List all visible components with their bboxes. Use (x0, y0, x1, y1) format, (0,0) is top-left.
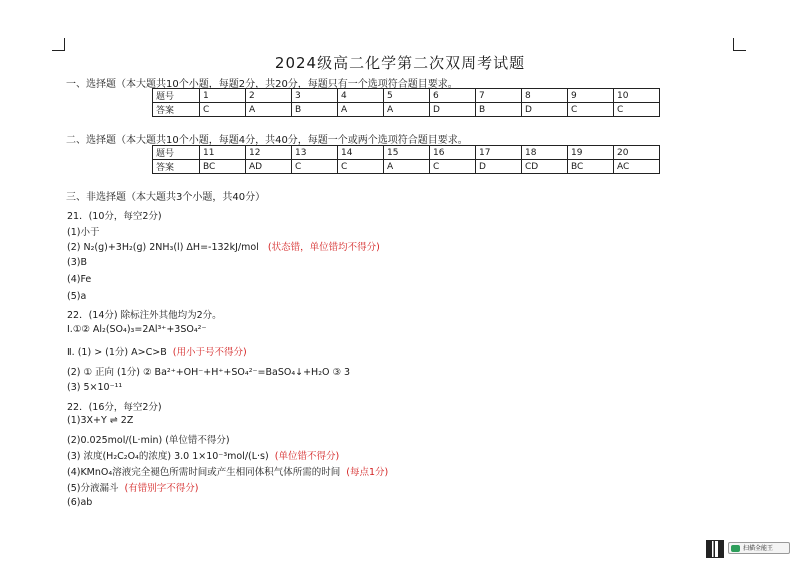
table-cell: 9 (568, 89, 614, 103)
row-label-answer: 答案 (153, 160, 200, 174)
answer-text: 22．(14分) 除标注外其他均为2分。 (67, 310, 222, 321)
answer-text: (1)3X+Y ⇌ 2Z (67, 415, 134, 426)
answer-line (67, 399, 162, 413)
table-cell: 12 (246, 146, 292, 160)
row-label-number: 题号 (153, 146, 200, 160)
section1-answer-table (152, 88, 660, 117)
answer-text: (5)a (67, 291, 87, 302)
table-cell: B (292, 103, 338, 117)
answer-text: (2)0.025mol/(L·min) (单位错不得分) (67, 435, 230, 446)
table-cell: 8 (522, 89, 568, 103)
table-row-numbers (153, 89, 660, 103)
answer-line (67, 448, 339, 462)
table-cell: 10 (614, 89, 660, 103)
answer-line (67, 307, 222, 321)
grading-note: (每点1分) (346, 467, 389, 478)
table-cell: B (476, 103, 522, 117)
answer-line (67, 274, 91, 285)
section1-heading: 一、选择题（本大题共10个小题，每题2分，共20分，每题只有一个选项符合题目要求。 (66, 79, 458, 90)
section2-heading: 二、选择题（本大题共10个小题，每题4分，共40分，每题一个或两个选项符合题目要求。 (66, 135, 468, 146)
answer-line (67, 324, 206, 335)
grading-note: (单位错不得分) (274, 451, 340, 462)
row-label-number: 题号 (153, 89, 200, 103)
qr-code-icon (706, 540, 724, 558)
table-cell: 18 (522, 146, 568, 160)
table-cell: C (614, 103, 660, 117)
table-cell: BC (200, 160, 246, 174)
section2-answer-table (152, 145, 660, 174)
section3-heading: 三、非选择题（本大题共3个小题，共40分） (66, 192, 266, 203)
answer-line (67, 382, 122, 393)
table-cell: 20 (614, 146, 660, 160)
table-cell: C (430, 160, 476, 174)
answer-text: (4)Fe (67, 274, 92, 285)
answer-line (67, 497, 92, 508)
answer-text: (4)KMnO₄溶液完全褪色所需时间或产生相同体积气体所需的时间 (67, 467, 341, 478)
answer-text: (5)分液漏斗 (67, 483, 119, 494)
table-cell: A (246, 103, 292, 117)
answer-line (67, 257, 87, 268)
table-cell: C (292, 160, 338, 174)
answer-line (67, 208, 162, 222)
answer-text: 22．(16分，每空2分) (67, 402, 162, 413)
answer-line (67, 364, 350, 378)
table-cell: C (338, 160, 384, 174)
table-cell: 11 (200, 146, 246, 160)
answer-line (67, 224, 99, 238)
answer-text: Ⅱ. (1) > (1分) A>C>B (67, 347, 167, 358)
table-cell: 19 (568, 146, 614, 160)
table-cell: 4 (338, 89, 384, 103)
table-cell: 1 (200, 89, 246, 103)
table-cell: A (384, 103, 430, 117)
answer-line (67, 432, 230, 446)
page-title: 2024级高二化学第二次双周考试题 (274, 54, 526, 72)
answer-line (67, 239, 380, 253)
table-cell: 7 (476, 89, 522, 103)
answer-line (67, 480, 198, 494)
answer-line (67, 464, 388, 478)
table-row-answers (153, 103, 660, 117)
answer-text: (3) 浓度(H₂C₂O₄的浓度) 3.0 1×10⁻³mol/(L·s) (67, 451, 269, 462)
table-cell: C (568, 103, 614, 117)
answer-text: 21．(10分，每空2分) (67, 211, 162, 222)
table-cell: 14 (338, 146, 384, 160)
table-cell: 13 (292, 146, 338, 160)
answer-text: (3) 5×10⁻¹¹ (67, 382, 123, 393)
table-cell: BC (568, 160, 614, 174)
table-cell: D (476, 160, 522, 174)
grading-note: (状态错，单位错均不得分) (267, 242, 380, 253)
table-cell: AD (246, 160, 292, 174)
answer-text: (6)ab (67, 497, 93, 508)
scanner-badge-label: 扫描全能王 (743, 545, 774, 552)
table-row-numbers (153, 146, 660, 160)
answer-text: (2) ① 正向 (1分) ② Ba²⁺+OH⁻+H⁺+SO₄²⁻=BaSO₄↓+H₂O ③ 3 (67, 367, 351, 378)
table-cell: 2 (246, 89, 292, 103)
table-cell: AC (614, 160, 660, 174)
table-cell: A (338, 103, 384, 117)
answer-line (67, 415, 133, 426)
table-cell: 3 (292, 89, 338, 103)
scanner-logo-icon (731, 545, 740, 552)
answer-text: (2) N₂(g)+3H₂(g) 2NH₃(l) ΔH=-132kJ/mol (67, 242, 259, 253)
answer-text: (1)小于 (67, 227, 100, 238)
table-cell: 15 (384, 146, 430, 160)
table-cell: 6 (430, 89, 476, 103)
table-cell: D (522, 103, 568, 117)
table-cell: 5 (384, 89, 430, 103)
answer-text: Ⅰ.①② Al₂(SO₄)₃=2Al³⁺+3SO₄²⁻ (67, 324, 207, 335)
grading-note: (有错别字不得分) (124, 483, 199, 494)
crop-mark-top-left (52, 38, 65, 51)
scanner-watermark-badge (728, 542, 790, 554)
table-cell: 17 (476, 146, 522, 160)
table-cell: D (430, 103, 476, 117)
table-cell: A (384, 160, 430, 174)
answer-text: (3)B (67, 257, 87, 268)
table-cell: 16 (430, 146, 476, 160)
answer-line (67, 291, 86, 302)
grading-note: (用小于号不得分) (172, 347, 247, 358)
crop-mark-top-right (733, 38, 746, 51)
answer-line (67, 344, 247, 358)
table-cell: C (200, 103, 246, 117)
table-row-answers (153, 160, 660, 174)
row-label-answer: 答案 (153, 103, 200, 117)
table-cell: CD (522, 160, 568, 174)
